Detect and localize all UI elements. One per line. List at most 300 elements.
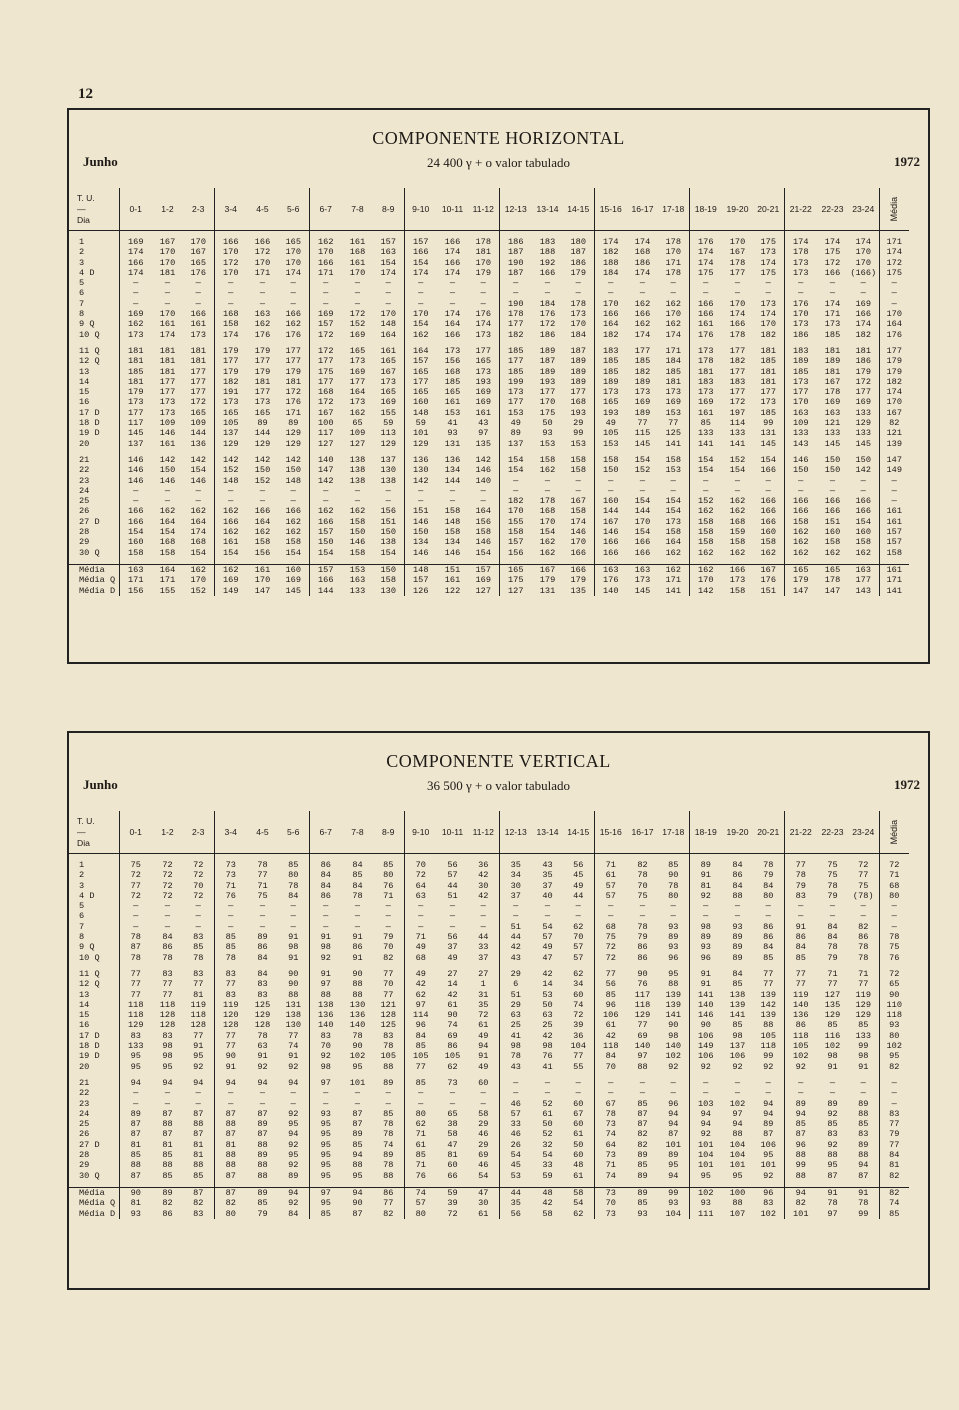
hourly-value: 145: [824, 438, 841, 449]
hourly-value: 88: [668, 979, 679, 990]
day-label: 22: [79, 1088, 90, 1099]
hourly-value: —: [670, 1077, 676, 1088]
hourly-value: 180: [570, 237, 586, 247]
day-label: 23: [79, 475, 90, 486]
hour-column-header: 12-13: [499, 188, 532, 231]
hour-column-header: 7-8: [342, 811, 373, 854]
hourly-value: 187: [539, 356, 556, 367]
table-row: [69, 258, 909, 268]
hourly-value: 95: [689, 1171, 722, 1181]
day-label: 30 Q: [79, 547, 100, 558]
hourly-value: 118: [634, 999, 651, 1010]
hourly-value: 29: [499, 1000, 532, 1010]
hourly-value: 171: [254, 267, 271, 278]
hourly-value: 146: [119, 465, 152, 475]
day-label: 1: [79, 860, 85, 870]
hourly-value: 92: [689, 1062, 722, 1072]
hourly-value: 90: [668, 870, 679, 881]
hourly-value: 133: [349, 585, 366, 596]
hourly-value: 183: [689, 377, 722, 387]
day-label: 21: [79, 1077, 90, 1088]
hourly-value: 153: [444, 407, 461, 418]
hourly-value: 81: [119, 1198, 152, 1208]
hourly-value: 98: [858, 1051, 869, 1062]
hourly-value: 141: [729, 1010, 746, 1021]
hourly-value: 82: [784, 1198, 817, 1208]
hourly-value: 181: [119, 377, 152, 387]
hourly-value: 86: [309, 860, 342, 870]
hourly-value: 174: [444, 247, 461, 258]
hourly-value: 77: [383, 1198, 394, 1209]
hourly-value: 174: [824, 298, 841, 309]
hourly-value: —: [404, 1099, 437, 1109]
day-label: 7: [79, 298, 85, 309]
hourly-value: 48: [532, 1187, 563, 1198]
hourly-value: 84: [288, 1208, 299, 1219]
hourly-value: 162: [349, 506, 366, 517]
hourly-value: 104: [689, 1150, 722, 1160]
hourly-value: 141: [729, 438, 746, 449]
hourly-value: 185: [499, 367, 532, 377]
hourly-value: 98: [732, 1030, 743, 1041]
hourly-value: 188: [594, 258, 627, 268]
hourly-value: 167: [190, 247, 206, 258]
hourly-value: 71: [827, 968, 838, 979]
hourly-value: 174: [285, 267, 301, 278]
hourly-value: —: [449, 911, 456, 922]
hourly-value: 62: [573, 968, 584, 979]
hourly-value: 161: [444, 397, 461, 408]
hourly-value: 95: [352, 1061, 363, 1072]
hourly-value: 166: [784, 496, 817, 506]
hourly-value: 158: [594, 455, 627, 465]
hourly-value: 186: [570, 257, 586, 268]
hourly-value: 90: [214, 1051, 247, 1061]
hourly-value: 98: [689, 922, 722, 932]
hourly-value: 140: [665, 1041, 681, 1052]
hourly-value: 165: [254, 407, 271, 418]
hourly-value: 52: [542, 1129, 553, 1140]
hourly-value: 51: [499, 990, 532, 1000]
hourly-value: 87: [193, 1108, 204, 1119]
hourly-value: —: [784, 1078, 817, 1088]
day-label: 5: [79, 278, 85, 289]
hourly-value: 80: [668, 890, 679, 901]
hourly-value: —: [195, 278, 201, 289]
hourly-value: 101: [729, 1160, 746, 1171]
hourly-value: 92: [668, 1061, 679, 1072]
hour-column-header: 18-19: [689, 188, 722, 231]
table-row: [69, 1062, 909, 1072]
hourly-value: 31: [478, 989, 489, 1000]
hourly-value: 197: [729, 407, 746, 418]
hourly-value: 136: [404, 455, 437, 465]
hourly-value: 154: [119, 527, 152, 537]
hourly-value: —: [354, 496, 361, 507]
hourly-value: 94: [784, 1187, 817, 1198]
hourly-value: 43: [499, 1062, 532, 1072]
hourly-value: 172: [309, 346, 342, 356]
hourly-value: 98: [668, 1030, 679, 1041]
hourly-value: 179: [539, 575, 556, 586]
hourly-value: —: [734, 1088, 741, 1099]
hour-column-header: 16-17: [627, 811, 658, 854]
panel-year: 1972: [894, 154, 920, 169]
hourly-value: 72: [478, 1010, 489, 1021]
hourly-value: 164: [380, 329, 396, 340]
hourly-value: 142: [855, 465, 871, 476]
hourly-value: 92: [689, 891, 722, 901]
hourly-value: 102: [784, 1051, 817, 1061]
hourly-value: —: [689, 288, 722, 298]
table-row: [69, 1041, 909, 1051]
hourly-value: 137: [380, 454, 396, 465]
table-row: [69, 1020, 909, 1030]
hourly-value: 88: [784, 1150, 817, 1160]
hourly-value: 136: [309, 1010, 342, 1020]
hourly-value: 86: [858, 932, 869, 943]
hourly-value: 109: [190, 418, 206, 429]
hourly-value: 76: [404, 1171, 437, 1181]
table-row: [69, 537, 909, 547]
hourly-value: 127: [499, 586, 532, 596]
hourly-value: —: [354, 1098, 361, 1109]
hourly-value: 182: [594, 330, 627, 340]
hourly-value: 176: [539, 309, 556, 320]
hourly-value: 91: [193, 1041, 204, 1052]
hourly-value: 49: [404, 942, 437, 952]
hourly-value: 165: [499, 564, 532, 575]
hourly-value: —: [354, 901, 361, 912]
hourly-value: —: [594, 278, 627, 288]
hourly-value: 91: [689, 969, 722, 979]
hourly-value: 97: [309, 1078, 342, 1088]
hourly-value: —: [449, 485, 456, 496]
daily-mean-value: 110: [879, 1000, 909, 1010]
hourly-value: 74: [594, 1129, 627, 1139]
hourly-value: 102: [824, 1041, 841, 1052]
hourly-value: —: [385, 1098, 391, 1109]
hourly-value: 87: [162, 1129, 173, 1140]
hourly-value: 99: [763, 1051, 774, 1062]
hourly-value: 158: [855, 537, 871, 548]
hourly-value: —: [404, 496, 437, 506]
hourly-value: 61: [542, 1108, 553, 1119]
hourly-value: 176: [784, 299, 817, 309]
hourly-value: 162: [784, 537, 817, 547]
hourly-value: 173: [349, 397, 366, 408]
hourly-value: —: [290, 485, 296, 496]
day-label: 8: [79, 309, 85, 320]
hourly-value: 169: [475, 387, 491, 398]
hourly-value: —: [214, 901, 247, 911]
hourly-value: 173: [349, 356, 366, 367]
hourly-value: 35: [499, 1198, 532, 1208]
hourly-value: 91: [858, 1061, 869, 1072]
hourly-value: 85: [594, 990, 627, 1000]
hourly-value: 75: [637, 890, 648, 901]
hourly-value: 181: [760, 366, 776, 377]
hourly-value: —: [765, 1088, 771, 1099]
hourly-value: 73: [594, 1119, 627, 1129]
hourly-value: —: [765, 1077, 771, 1088]
hourly-value: —: [480, 901, 486, 912]
hour-column-header: 0-1: [119, 188, 152, 231]
hourly-value: 89: [152, 1187, 183, 1198]
hourly-value: 158: [760, 537, 776, 548]
hourly-value: 86: [162, 942, 173, 953]
hour-column-header: 4-5: [247, 811, 278, 854]
table-row: [69, 319, 909, 329]
daily-mean-value: 85: [879, 1209, 909, 1219]
hourly-value: 177: [285, 356, 301, 367]
hourly-value: 185: [760, 407, 776, 418]
hourly-value: 84: [288, 890, 299, 901]
hourly-value: 85: [784, 1119, 817, 1129]
hourly-value: 149: [689, 1041, 722, 1051]
hourly-value: 176: [254, 329, 271, 340]
hourly-value: 72: [162, 870, 173, 881]
hourly-value: 94: [478, 1041, 489, 1052]
hourly-value: 78: [193, 952, 204, 963]
day-label: Média D: [79, 1208, 116, 1219]
hourly-value: 71: [404, 1160, 437, 1170]
hourly-value: 36: [573, 1030, 584, 1041]
hourly-value: 84: [784, 942, 817, 952]
hourly-value: 158: [444, 527, 461, 538]
hourly-value: 174: [214, 330, 247, 340]
hourly-value: 166: [729, 319, 746, 330]
tu-header-label: Dia: [77, 837, 90, 848]
hourly-value: 67: [594, 1099, 627, 1109]
hourly-value: 85: [763, 952, 774, 963]
hourly-value: 88: [732, 1129, 743, 1140]
hourly-value: 158: [729, 585, 746, 596]
hourly-value: 135: [475, 438, 491, 449]
hourly-value: 87: [119, 942, 152, 952]
hourly-value: 175: [689, 268, 722, 278]
hourly-value: —: [594, 486, 627, 496]
hourly-value: 70: [404, 860, 437, 870]
hourly-value: —: [689, 1078, 722, 1088]
hourly-value: 177: [784, 387, 817, 397]
hourly-value: 177: [499, 319, 532, 329]
daily-mean-value: 80: [879, 891, 909, 901]
hourly-value: —: [290, 278, 296, 289]
hourly-value: 173: [634, 575, 651, 586]
hourly-value: 177: [499, 397, 532, 407]
hourly-value: 170: [760, 319, 776, 330]
hourly-value: 145: [760, 438, 776, 449]
day-label: 15: [79, 1010, 90, 1021]
hourly-value: 154: [404, 258, 437, 268]
hourly-value: 146: [444, 547, 461, 558]
hourly-value: 142: [309, 476, 342, 486]
hourly-value: 83: [383, 1030, 394, 1041]
hourly-value: 182: [594, 247, 627, 257]
hour-column-header: 20-21: [753, 811, 784, 854]
hourly-value: —: [829, 485, 836, 496]
hourly-value: 169: [689, 397, 722, 407]
page-number: 12: [78, 86, 93, 102]
hourly-value: 167: [380, 366, 396, 377]
hourly-value: 85: [352, 1139, 363, 1150]
hourly-value: —: [404, 486, 437, 496]
hourly-value: 158: [824, 537, 841, 548]
hourly-value: 99: [573, 428, 584, 439]
hourly-value: 168: [570, 397, 586, 408]
hourly-value: 105: [404, 1051, 437, 1061]
hourly-value: 85: [637, 1198, 648, 1209]
hourly-value: 85: [732, 1020, 743, 1031]
hourly-value: 185: [824, 329, 841, 340]
hourly-value: 78: [858, 952, 869, 963]
hourly-value: 170: [499, 506, 532, 516]
hourly-value: 86: [732, 870, 743, 881]
hourly-value: 133: [855, 407, 871, 418]
hourly-value: 150: [404, 527, 437, 537]
hourly-value: —: [575, 485, 581, 496]
hourly-value: 89: [288, 418, 299, 429]
day-label: 30 Q: [79, 1170, 100, 1181]
hourly-value: —: [119, 278, 152, 288]
hourly-value: —: [449, 901, 456, 912]
hourly-value: 72: [162, 890, 173, 901]
hourly-value: 89: [247, 1187, 278, 1198]
hourly-value: 179: [214, 367, 247, 377]
hourly-value: —: [309, 299, 342, 309]
hourly-value: 158: [380, 575, 396, 586]
hourly-value: 127: [475, 585, 491, 596]
hourly-value: 87: [214, 1129, 247, 1139]
media-header-label: Média: [889, 819, 900, 845]
hourly-value: 161: [475, 407, 491, 418]
hourly-value: 43: [499, 953, 532, 963]
hourly-value: 118: [190, 1010, 206, 1021]
hourly-value: 119: [214, 1000, 247, 1010]
hourly-value: 83: [214, 990, 247, 1000]
hourly-value: 168: [349, 247, 366, 258]
hourly-value: 162: [285, 516, 301, 527]
hourly-value: —: [290, 1088, 296, 1099]
header-row: [69, 188, 909, 231]
day-label: Média: [69, 564, 119, 575]
hourly-value: 72: [162, 880, 173, 891]
hourly-value: 58: [542, 1208, 553, 1219]
day-label: 24: [79, 485, 90, 496]
hourly-value: 121: [380, 999, 396, 1010]
hourly-value: 142: [689, 586, 722, 596]
hourly-value: 178: [729, 257, 746, 268]
hourly-value: 177: [404, 377, 437, 387]
hourly-value: 93: [637, 1208, 648, 1219]
hourly-value: 166: [444, 329, 461, 340]
hourly-value: 52: [542, 1098, 553, 1109]
hourly-value: 158: [570, 506, 586, 517]
hourly-value: 171: [824, 309, 841, 320]
hourly-value: 181: [119, 356, 152, 366]
hourly-value: 162: [309, 237, 342, 247]
hourly-value: —: [354, 911, 361, 922]
hourly-value: 89: [689, 932, 722, 942]
hourly-value: —: [214, 922, 247, 932]
hourly-value: 99: [784, 1160, 817, 1170]
hourly-value: 162: [349, 407, 366, 418]
hour-column-header: 23-24: [848, 811, 879, 854]
hourly-value: 150: [855, 454, 871, 465]
hourly-value: 93: [732, 921, 743, 932]
hourly-value: 161: [444, 575, 461, 586]
hourly-value: 137: [729, 1041, 746, 1052]
hourly-value: 97: [404, 1000, 437, 1010]
hourly-value: —: [860, 288, 866, 299]
hourly-value: 85: [827, 1119, 838, 1130]
hourly-value: 142: [285, 454, 301, 465]
hourly-value: 77: [119, 979, 152, 989]
hourly-value: 74: [404, 1187, 437, 1198]
hourly-value: 25: [499, 1020, 532, 1030]
hourly-value: 181: [689, 367, 722, 377]
daily-mean-value: 170: [879, 397, 909, 407]
table-row: [69, 1150, 909, 1160]
hourly-value: —: [449, 1098, 456, 1109]
panel-month: Junho: [83, 777, 118, 792]
hourly-value: 88: [214, 1119, 247, 1129]
hourly-value: 169: [855, 298, 871, 309]
hourly-value: 85: [858, 1119, 869, 1130]
hourly-value: 92: [288, 1139, 299, 1150]
hourly-value: 84: [763, 880, 774, 891]
daily-mean-value: —: [879, 496, 909, 506]
hourly-value: 145: [119, 428, 152, 438]
hourly-value: 72: [594, 942, 627, 952]
table-row: [69, 1119, 909, 1129]
hourly-value: 77: [858, 979, 869, 990]
hourly-value: 101: [404, 428, 437, 438]
table-row: [69, 870, 909, 880]
hourly-value: —: [309, 496, 342, 506]
panel-title: COMPONENTE VERTICAL: [386, 751, 611, 771]
hourly-value: 61: [404, 1140, 437, 1150]
hourly-value: —: [639, 485, 646, 496]
hourly-value: 44: [478, 932, 489, 943]
hourly-value: 166: [119, 506, 152, 516]
hourly-value: 54: [542, 1150, 553, 1161]
hourly-value: 177: [729, 366, 746, 377]
hourly-value: 162: [665, 319, 681, 330]
hourly-value: 66: [447, 1170, 458, 1181]
hourly-value: 88: [732, 1198, 743, 1209]
hourly-value: 95: [288, 1150, 299, 1161]
hourly-value: 162: [119, 319, 152, 329]
hourly-value: 42: [542, 968, 553, 979]
hourly-value: 82: [858, 921, 869, 932]
daily-mean-value: —: [879, 299, 909, 309]
hourly-value: 193: [594, 408, 627, 418]
daily-mean-value: 74: [879, 1198, 909, 1208]
hourly-value: 85: [162, 1170, 173, 1181]
hourly-value: 167: [824, 376, 841, 387]
hourly-value: 98: [288, 942, 299, 953]
hourly-value: 37: [478, 952, 489, 963]
hourly-value: —: [309, 901, 342, 911]
hourly-value: 162: [254, 319, 271, 330]
day-label: 27 D: [79, 1139, 100, 1150]
hourly-value: 181: [159, 356, 176, 367]
hourly-value: 163: [349, 575, 366, 586]
hourly-value: 179: [475, 267, 491, 278]
hourly-value: 30: [478, 1198, 489, 1209]
